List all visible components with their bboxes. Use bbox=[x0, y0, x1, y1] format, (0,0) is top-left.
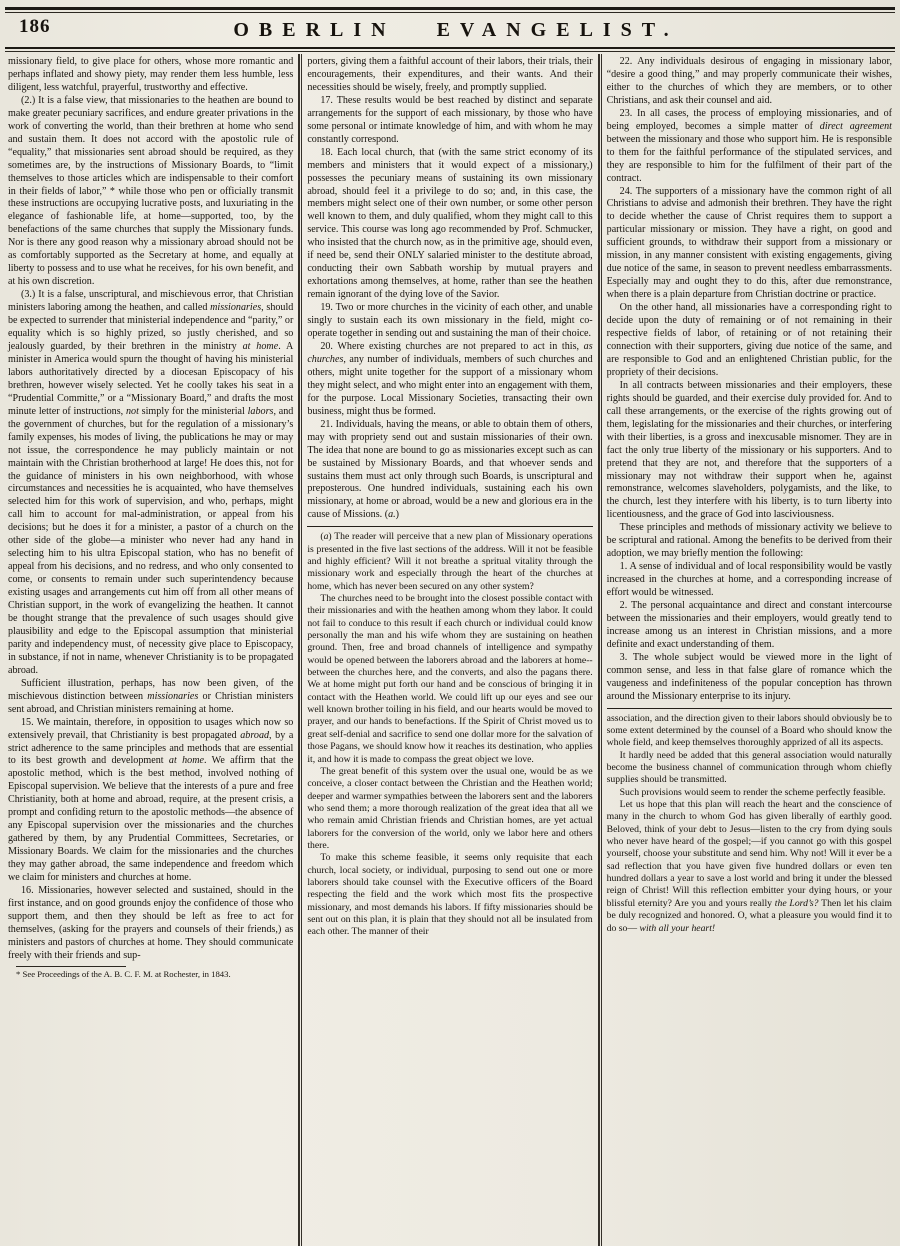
footnote-paragraph: association, and the direction given to their labors should obviously be to some extent determined by the counsel of a Board who should know the whole field, and keep themselves thoroughly apprized of all its aspects. bbox=[606, 712, 892, 749]
article-paragraph: 21. Individuals, having the means, or able to obtain them of others, may with propriety send out and sustain missionaries of their own. The idea that none are bound to go as missionaries except such as can be sustained by Missionary Boards, and that whoever sends and sustains them must act only through such Boards, is unscriptural and preposterous. One hundred individuals, sustaining each his own missionary, at home or abroad, would be a new and glorious era in the cause of Missions. (a.) bbox=[307, 418, 593, 521]
footnote-paragraph: It hardly need be added that this general association would naturally become the business channel of communication through whom chiefly supplies should be transmitted. bbox=[606, 749, 892, 786]
article-paragraph: These principles and methods of missionary activity we believe to be scriptural and rational. Among the benefits to be derived from their adoption, we may briefly mention the following: bbox=[606, 522, 892, 560]
footnote-paragraph: (a) The reader will perceive that a new plan of Missionary operations is presented in the five last sections of the address. Will it not be feasible and highly efficient? Will it not breathe a spritual vitality through the missionary work and especially through the heart of the churches at home, which has never been secured on any other system? bbox=[307, 531, 593, 592]
column-3 bbox=[602, 54, 897, 1246]
article-paragraph: Sufficient illustration, perhaps, has now been given, of the mischievous distinction between missionaries or Christian ministers sent abroad, and Christian ministers remaining at home. bbox=[8, 677, 294, 715]
footnote-paragraph: The great benefit of this system over the usual one, would be as we conceive, a closer contact between the Christian and the Heathen world; deeper and warmer sympathies between the laborers sent and the laborers who send them; a more thorough realization of the great idea that all we who remain amid Christian friends and Christian homes, are yet actual laborers for the conversion of the world, only we labor here and others there. bbox=[307, 765, 593, 851]
article-paragraph: 3. The whole subject would be viewed more in the light of common sense, and less in that false glare of romance which the vaugeness and indefiniteness of the popular conception has thrown around the Missionary enterprise to its injury. bbox=[606, 651, 892, 702]
article-paragraph: 15. We maintain, therefore, in opposition to usages which now so extensively prevail, that Christianity is best propagated abroad, by a strict adherence to the same principles and methods that are essential to its best growth and development at home. We affirm that the apostolic method, which is the best method, involved nothing of Episcopal supervision. We believe that the interests of a pure and free Christianity, both at home and abroad, require, at the present crisis, a prompt and confiding return to the apostolic methods—the absence of any Episcopal supervision over the missionaries and the churches gathered by them, by any Prudential Committees, Secretaries, or Missionary Boards. We claim for the missionaries and the churches they may gather abroad, the same independence and freedom which we claim for ministers and churches at home. bbox=[8, 716, 294, 884]
article-paragraph: missionary field, to give place for others, whose more romantic and perhaps inflated and showy piety, may render them less humble, less diligent, less watchful, prayerful, trustworthy and effective. bbox=[8, 56, 294, 93]
article-paragraph: porters, giving them a faithful account of their labors, their trials, their encouragements, their expenditures, and their wants. And their necessities should be wisely, freely, and promptly supplied. bbox=[307, 56, 593, 93]
article-paragraph: 20. Where existing churches are not prepared to act in this, as churches, any number of individuals, members of such churches and others, might unite together for the support of a missionary whom they might select, and who might enter into an engagement with them, for the purpose. Local Missionary Societies, transacting their own business, might thus be formed. bbox=[307, 340, 593, 417]
article-paragraph: 22. Any individuals desirous of engaging in missionary labor, “desire a good thing,” and may properly communicate their wishes, either to the churches of which they are members, or to other Christians, and ask their counsel and aid. bbox=[606, 56, 892, 106]
footnote-paragraph: The churches need to be brought into the closest possible contact with their missionaries and with the heathen among whom they labor. It could not fail to conduce to this result if each church or individual could know personally the man and his wife whom they are sustaining on heathen ground. Then, free and broad channels of intelligence and sympathy would be opened between the laborers abroad and the laborers at home--between the churches here, and the converts, and also the pagans there. We at home might put forth our hand and be conscious of bringing it in contact with the Heathen world. We could lift up our eyes and see our well known brother toiling in his field, and our hearts would be moved to prayer, and our hands to benefactions. If the Spirit of Christ moved us to great self-denial and sacrifice to send one dollar more for the salvation of those Pagans, we should know how it reaches its destination, who applies it, and how it is made to compass the great object we love. bbox=[307, 593, 593, 765]
article-paragraph: 17. These results would be best reached by distinct and separate arrangements for the support of each missionary, by those who have some personal or intimate knowledge of him, and with whom he may constantly correspond. bbox=[307, 94, 593, 145]
article-paragraph: 18. Each local church, that (with the same strict economy of its members and ministers that it would expect of a missionary,) possesses the pecuniary means of sustaining its own missionary abroad, should feel it a privilege to do so; and, in this case, the members might select one of their own number, or some other person well known to them, and duly qualified, whom they might call to this service. This course was long ago recommended by Prof. Schmucker, who insisted that the church now, as in the primitive age, should even, if need be, send their ONLY salaried minister to the destitute abroad, conducting their own Sabbath worship by mutual prayers and exhortations among themselves, at home, rather than see the heathen remain ignorant of the dying love of the Savior. bbox=[307, 146, 593, 301]
article-paragraph: 2. The personal acquaintance and direct and constant intercourse between the missionaries and their employers, would greatly tend to increase among us an interest in Christian missions, and a more definite and exact understanding of them. bbox=[606, 600, 892, 650]
footnote-paragraph: Such provisions would seem to render the scheme perfectly feasible. bbox=[619, 786, 886, 798]
column-2 bbox=[302, 54, 597, 1246]
article-paragraph: 23. In all cases, the process of employing missionaries, and of being employed, becomes a simple matter of direct agreement between the missionary and those who support him. He is responsible to them for the faithful performance of the stipulated services, and they are responsible to him for the fulfilment of their part of the contract. bbox=[606, 107, 892, 184]
article-paragraph: In all contracts between missionaries and their employers, these rights should be guarded, and their exercise duly provided for. And to call these arrangements, or the exercise of the rights growing out of them, legislating for the missionaries and their churches, or interfering with their liberties, is a gross and inexcusable misnomer. They are in fact the only true liberty of the missionary or his supporters. And to pretend that they are not, and therefore that the supporters of a missionary may not withdraw their support when he, against remonstrance, welcomes slaveholders, polygamists, and the like, to the church, lest they interfere with his liberty, is to turn liberty into licentiousness, and the grace of God into lasciviousness. bbox=[606, 379, 892, 521]
article-paragraph: (2.) It is a false view, that missionaries to the heathen are bound to make greater pecuniary sacrifices, and endure greater privations in the work of converting the world, than their brethren at home who send and sustain them. It does not accord with the apostolic rule of “equality,” that missionaries sent abroad should be required, as they sometimes are, by the instructions of Missionary Boards, to “limit themselves to those articles which are indispensable to their comfort in their fields of labor,” * while those who pen or officially transmit these instructions are occupying lucrative posts, and luxuriating in the elegance of fashionable life, at home—supported, too, by the benefactions of the same churches that supply the Missionary funds. Nor is there any good reason why a missionary abroad should not be as comfortably supported as the Secretary at home, and equally at liberty to possess and to use what he receives, for his own benefit, and at his own discretion. bbox=[8, 94, 294, 288]
article-columns bbox=[3, 54, 897, 1246]
footnote-paragraph: Let us hope that this plan will reach the heart and the conscience of many in the church to whom God has given liberally of earthly good. Beloved, think of your debt to Jesus—listen to the cry from dying souls who never have heard of the gospel;—if you cannot go with this gospel yourself, choose your substitute and send him. Why not! Will it ever be a sad reflection that you have given five hundred dollars or even ten hundred dollars a year to save a lost world and bring it under the blessed reign of Christ! Will this reflection embitter your dying hours, or your blissful eternity? Are you and yours really the Lord’s? Then let his claim be duly recognized and honored. O, what a pleasure you would find it to do so— with all your heart! bbox=[606, 799, 892, 934]
footnote-paragraph: * See Proceedings of the A. B. C. F. M. at Rochester, in 1843. bbox=[16, 968, 231, 979]
column-1 bbox=[3, 54, 298, 1246]
article-paragraph: 24. The supporters of a missionary have the common right of all Christians to advise and admonish their brethren. They have the right to decide whether the cause of Christ requires them to support a particular missionary or mission. They have a right, on good and sufficient grounds, to withdraw their support from a missionary or mission, in any manner consistent with existing engagements, giving due notice of the same, in season to prevent needless embarrassments. Especially may and ought they to do this, after due remonstrance, when there is a plain departure from Christian doctrine or practice. bbox=[606, 185, 892, 301]
footnote-rule bbox=[16, 966, 126, 967]
top-border-rule bbox=[3, 0, 897, 13]
article-paragraph: (3.) It is a false, unscriptural, and mischievous error, that Christian ministers laboring among the heathen, and called missionaries, should be expected to surrender that ministerial independence and “parity,” or equality which is so highly prized, so justly cherished, and so jealously guarded, by their brethren in the ministry at home. A minister in America would spurn the thought of having his ministerial labors authoritatively directed by a diocesan Episcopacy of his brethren, however wisely selected. Yet he coolly takes his seat in a “Prudential Committe,” or a “Missionary Board,” and drafts the most minute letter of instructions, not simply for the ministerial labors, and the government of churches, but for the regulation of a missionary’s family expenses, his modes of living, the publications he may or may not issue, the correspondence he may publicly maintain or not maintain with the Christian brotherhood at large! He does this, not for the guidance of ministers in his own neighborhood, with whose circumstances and necessities he is acquainted, who have themselves selected him for this work of supervision, and who, perhaps, might call him to account for mal-administration, or appeal from his decisions; but he does it for a minister, a pastor of a church on the other side of the globe—a minister who never had any hand in selecting him to his ultra Episcopal station, who has no benefit of appeal from his decisions, and no redress, and who only consented to come, or consents to remain under such superintendency because existing usages and arrangements cut him off from all other means of Christian support, in the work of evangelizing the heathen. It cannot be thought strange that the prevalence of such usages should give plausibility and edge to the Episcopal assumption that ministerial parity and independency must, of necessity give place to Episcopacy, in substance, if not in name, whenever Christianity is to be propagated abroad. bbox=[8, 289, 294, 676]
section-rule bbox=[607, 708, 892, 709]
article-paragraph: 1. A sense of individual and of local responsibility would be vastly increased in the churches at home, and a corresponding increase of effort would be witnessed. bbox=[606, 561, 892, 599]
page-number: 186 bbox=[19, 16, 51, 37]
article-paragraph: 16. Missionaries, however selected and sustained, should in the first instance, and on good grounds enjoy the confidence of those who support them, and then they should be left as free to act for themselves, (asking for the prayers and counsels of their friends,) as ministers and pastors of churches at home. They should communicate freely with their friends and sup- bbox=[8, 885, 294, 961]
article-paragraph: 19. Two or more churches in the vicinity of each other, and unable singly to sustain each its own missionary in the field, might co-operate together in sending out and sustaining the man of their choice. bbox=[307, 302, 593, 340]
article-paragraph: On the other hand, all missionaries have a corresponding right to decide upon the duty of remaining or of not remaining in their respective fields of labor, of retaining or of not retaining their connection with their supporters, giving due notice of the same, and are responsible to God and an enlightened Christian public, for the propriety of their decisions. bbox=[606, 302, 892, 378]
page-header bbox=[3, 13, 897, 47]
footnote-paragraph: To make this scheme feasible, it seems only requisite that each church, local society, or individual, purposing to send out one or more laborers should take counsel with the Executive officers of the Board respecting the field and the work which most fits the prospective missionary, and most demands his labors. If fifty missionaries should be sent out on this plan, it is plain that they should not all be insulated from each other. The manner of their bbox=[307, 852, 593, 938]
header-border-rule bbox=[3, 47, 897, 52]
section-rule bbox=[307, 526, 592, 527]
masthead-title: OBERLIN EVANGELIST. bbox=[233, 18, 679, 41]
